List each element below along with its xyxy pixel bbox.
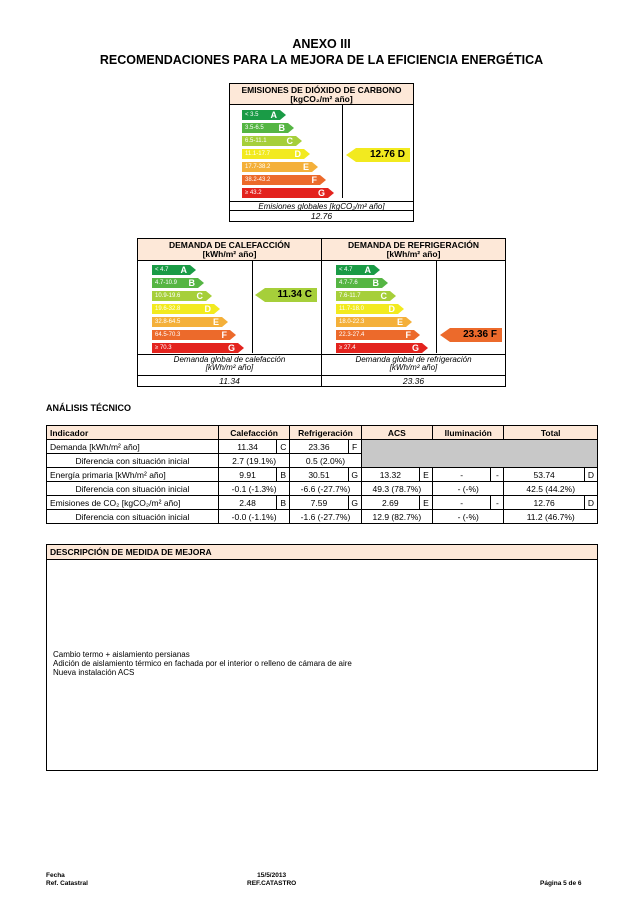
cell-primaria-total-letter: D <box>584 468 597 482</box>
emissions-scale-bar-e <box>242 162 312 172</box>
cooling-scale-range: 11.7-18.0 <box>339 306 364 312</box>
cell-emisiones-total: 12.76 <box>504 496 584 510</box>
cell-primaria-total: 53.74 <box>504 468 584 482</box>
emissions-scale-letter: A <box>270 110 277 120</box>
emissions-divider <box>342 105 343 198</box>
cell-primaria-ilu: - <box>433 468 491 482</box>
cell-primaria-acs: 13.32 <box>361 468 419 482</box>
emissions-header <box>230 84 413 105</box>
cooling-footer-label <box>322 354 505 372</box>
heating-indicator <box>265 288 317 302</box>
cooling-scale-bar-f <box>336 330 414 340</box>
heating-scale-bar-c <box>152 291 206 301</box>
emissions-scale-range: 17.7-38.2 <box>245 164 271 170</box>
heating-scale-bar-g <box>152 343 238 353</box>
row-label-emisiones-diff: Diferencia con situación inicial <box>47 510 219 524</box>
page-subtitle: RECOMENDACIONES PARA LA MEJORA DE LA EFICIENCIA ENERGÉTICA <box>99 53 544 67</box>
cooling-scale-bar-a <box>336 265 374 275</box>
emissions-header-title: EMISIONES DE DIÓXIDO DE CARBONO <box>241 85 402 95</box>
emissions-scale-bar-c <box>242 136 296 146</box>
cooling-scale-bar-g <box>336 343 422 353</box>
emissions-scale <box>242 110 342 200</box>
heating-scale-range: 10.9-19.6 <box>155 293 181 299</box>
col-header-refrigeracion: Refrigeración <box>290 426 361 440</box>
row-label-emisiones: Emisiones de CO₂ [kgCO₂/m² año] <box>47 496 219 510</box>
cell-emisiones-diff-ref: -1.6 (-27.7%) <box>290 510 361 524</box>
footer-ref-label: Ref. Catastral <box>46 880 88 887</box>
cooling-footer-label-line2: [kWh/m² año] <box>389 363 438 372</box>
col-header-total: Total <box>504 426 598 440</box>
cell-primaria-diff-acs: 49.3 (78.7%) <box>361 482 432 496</box>
heating-scale-range: 4.7-10.9 <box>155 280 178 286</box>
cell-emisiones-acs-letter: E <box>419 496 432 510</box>
cell-demanda-diff-cal: 2.7 (19.1%) <box>218 454 289 468</box>
row-label-demanda: Demanda [kWh/m² año] <box>47 440 219 454</box>
cooling-scale-letter: D <box>388 304 395 314</box>
cooling-scale-letter: F <box>405 330 411 340</box>
cell-primaria-diff-cal: -0.1 (-1.3%) <box>218 482 289 496</box>
heating-footer-label-line2: [kWh/m² año] <box>205 363 254 372</box>
heating-scale-bar-e <box>152 317 222 327</box>
emissions-scale-range: < 3.5 <box>245 112 259 118</box>
emissions-footer-label: Emisiones globales [kgCO₂/m² año] <box>230 201 413 211</box>
emissions-scale-bar-f <box>242 175 320 185</box>
cell-primaria-diff-total: 42.5 (44.2%) <box>504 482 598 496</box>
improvement-description-lines <box>53 650 352 677</box>
description-line: Adición de aislamiento térmico en fachada por el interior o relleno de cámara de aire <box>53 659 352 668</box>
footer-ref-value: REF.CATASTRO <box>247 880 297 887</box>
emissions-scale-letter: D <box>294 149 301 159</box>
cooling-scale-letter: C <box>380 291 387 301</box>
cell-demanda-empty <box>361 440 597 468</box>
heating-scale-letter: C <box>196 291 203 301</box>
page-title: ANEXO III <box>292 37 351 51</box>
cell-emisiones-diff-ilu: - (-%) <box>433 510 504 524</box>
cell-emisiones-ilu-letter: - <box>491 496 504 510</box>
heating-panel <box>137 238 322 387</box>
heating-scale-letter: B <box>188 278 195 288</box>
heating-header-unit: [kWh/m² año] <box>202 249 257 259</box>
heating-scale-letter: F <box>221 330 227 340</box>
cell-primaria-diff-ref: -6.6 (-27.7%) <box>290 482 361 496</box>
cell-primaria-ref: 30.51 <box>290 468 348 482</box>
cooling-scale-letter: G <box>411 343 419 353</box>
cell-primaria-acs-letter: E <box>419 468 432 482</box>
emissions-scale-letter: E <box>302 162 309 172</box>
cooling-scale-letter: B <box>372 278 379 288</box>
heating-scale-range: ≥ 70.3 <box>155 345 172 351</box>
analysis-title: ANÁLISIS TÉCNICO <box>46 403 132 413</box>
heating-indicator-value: 11.34 C <box>277 289 312 300</box>
emissions-indicator <box>356 148 410 162</box>
cooling-header <box>322 239 505 261</box>
cooling-scale-bar-e <box>336 317 406 327</box>
emissions-header-unit: [kgCO₂/m² año] <box>290 94 353 104</box>
row-label-primaria-diff: Diferencia con situación inicial <box>47 482 219 496</box>
heating-scale-letter: D <box>204 304 211 314</box>
cooling-scale-letter: E <box>396 317 403 327</box>
cell-emisiones-cal-letter: B <box>277 496 290 510</box>
emissions-scale-letter: B <box>278 123 285 133</box>
cell-emisiones-ref-letter: G <box>348 496 361 510</box>
emissions-scale-letter: F <box>311 175 317 185</box>
cooling-footer-label-line1: Demanda global de refrigeración <box>355 355 472 364</box>
cooling-scale-bar-b <box>336 278 382 288</box>
emissions-scale-bar-d <box>242 149 304 159</box>
emissions-scale-bar-b <box>242 123 288 133</box>
cell-emisiones-total-letter: D <box>584 496 597 510</box>
heating-footer-label-line1: Demanda global de calefacción <box>173 355 286 364</box>
col-header-acs: ACS <box>361 426 432 440</box>
cell-emisiones-diff-total: 11.2 (46.7%) <box>504 510 598 524</box>
cell-primaria-ref-letter: G <box>348 468 361 482</box>
col-header-indicador: Indicador <box>47 426 219 440</box>
cooling-scale-range: 4.7-7.6 <box>339 280 358 286</box>
col-header-calefaccion: Calefacción <box>218 426 289 440</box>
improvement-description-title: DESCRIPCIÓN DE MEDIDA DE MEJORA <box>47 545 597 560</box>
emissions-scale-bar-g <box>242 188 328 198</box>
technical-analysis-table <box>46 425 598 524</box>
footer-page-number: Página 5 de 6 <box>540 880 582 887</box>
description-line: Cambio termo + aislamiento persianas <box>53 650 190 659</box>
footer-values <box>247 872 296 888</box>
table-row <box>47 468 598 482</box>
table-row <box>47 496 598 510</box>
cell-primaria-cal-letter: B <box>277 468 290 482</box>
cooling-scale-range: < 4.7 <box>339 267 353 273</box>
cell-primaria-cal: 9.91 <box>218 468 276 482</box>
emissions-scale-range: 6.5-11.1 <box>245 138 267 144</box>
emissions-scale-letter: G <box>317 188 325 198</box>
heating-footer-value: 11.34 <box>138 375 321 387</box>
emissions-scale-bar-a <box>242 110 280 120</box>
cell-primaria-diff-ilu: - (-%) <box>433 482 504 496</box>
cooling-scale-range: 7.6-11.7 <box>339 293 361 299</box>
cell-emisiones-ref: 7.59 <box>290 496 348 510</box>
footer-fecha-label: Fecha <box>46 872 65 879</box>
cooling-scale-bar-d <box>336 304 398 314</box>
cooling-indicator <box>450 328 502 342</box>
cooling-panel <box>321 238 506 387</box>
heating-scale-range: 64.5-70.3 <box>155 332 181 338</box>
cell-emisiones-diff-acs: 12.9 (82.7%) <box>361 510 432 524</box>
cell-demanda-ref: 23.36 <box>290 440 348 454</box>
cell-demanda-ref-letter: F <box>348 440 361 454</box>
cell-demanda-diff-ref: 0.5 (2.0%) <box>290 454 361 468</box>
cell-primaria-ilu-letter: - <box>491 468 504 482</box>
cell-emisiones-acs: 2.69 <box>361 496 419 510</box>
emissions-panel <box>229 83 414 222</box>
row-label-primaria: Energía primaria [kWh/m² año] <box>47 468 219 482</box>
cell-demanda-cal: 11.34 <box>218 440 276 454</box>
emissions-scale-range: 11.1-17.7 <box>245 151 270 157</box>
emissions-scale-letter: C <box>286 136 293 146</box>
col-header-iluminacion: Iluminación <box>433 426 504 440</box>
cooling-divider <box>436 261 437 353</box>
cooling-scale-range: 18.0-22.3 <box>339 319 365 325</box>
heating-header <box>138 239 321 261</box>
cooling-scale-range: 22.3-27.4 <box>339 332 365 338</box>
heating-scale-range: < 4.7 <box>155 267 169 273</box>
description-line: Nueva instalación ACS <box>53 668 135 677</box>
heating-scale-bar-f <box>152 330 230 340</box>
emissions-indicator-value: 12.76 D <box>369 149 405 160</box>
heating-scale-letter: G <box>227 343 235 353</box>
table-row <box>47 440 598 454</box>
emissions-footer-value: 12.76 <box>230 210 413 222</box>
improvement-description-panel <box>46 544 598 771</box>
heating-scale-letter: A <box>180 265 187 275</box>
emissions-scale-range: 38.2-43.2 <box>245 177 271 183</box>
footer-fecha-value: 15/5/2013 <box>257 872 287 879</box>
heating-scale <box>152 265 252 355</box>
cooling-header-title: DEMANDA DE REFRIGERACIÓN <box>348 240 479 250</box>
emissions-scale-range: 3.5-6.5 <box>245 125 264 131</box>
heating-footer-label <box>138 354 321 372</box>
cooling-footer-value: 23.36 <box>322 375 505 387</box>
cooling-indicator-value: 23.36 F <box>463 329 497 340</box>
row-label-demanda-diff: Diferencia con situación inicial <box>47 454 219 468</box>
heating-scale-range: 19.6-32.8 <box>155 306 181 312</box>
table-row <box>47 482 598 496</box>
cooling-scale-range: ≥ 27.4 <box>339 345 356 351</box>
cell-emisiones-cal: 2.48 <box>218 496 276 510</box>
heating-divider <box>252 261 253 353</box>
table-row <box>47 510 598 524</box>
cell-emisiones-diff-cal: -0.0 (-1.1%) <box>218 510 289 524</box>
cooling-scale-letter: A <box>364 265 371 275</box>
cooling-scale <box>336 265 436 355</box>
heating-scale-letter: E <box>212 317 219 327</box>
cooling-scale-bar-c <box>336 291 390 301</box>
table-header-row <box>47 426 598 440</box>
cell-demanda-cal-letter: C <box>277 440 290 454</box>
cooling-header-unit: [kWh/m² año] <box>386 249 441 259</box>
heating-scale-range: 32.8-64.5 <box>155 319 181 325</box>
heating-scale-bar-b <box>152 278 198 288</box>
footer-labels <box>46 872 88 888</box>
heating-scale-bar-a <box>152 265 190 275</box>
heating-header-title: DEMANDA DE CALEFACCIÓN <box>168 240 291 250</box>
heating-scale-bar-d <box>152 304 214 314</box>
emissions-scale-range: ≥ 43.2 <box>245 190 262 196</box>
cell-emisiones-ilu: - <box>433 496 491 510</box>
